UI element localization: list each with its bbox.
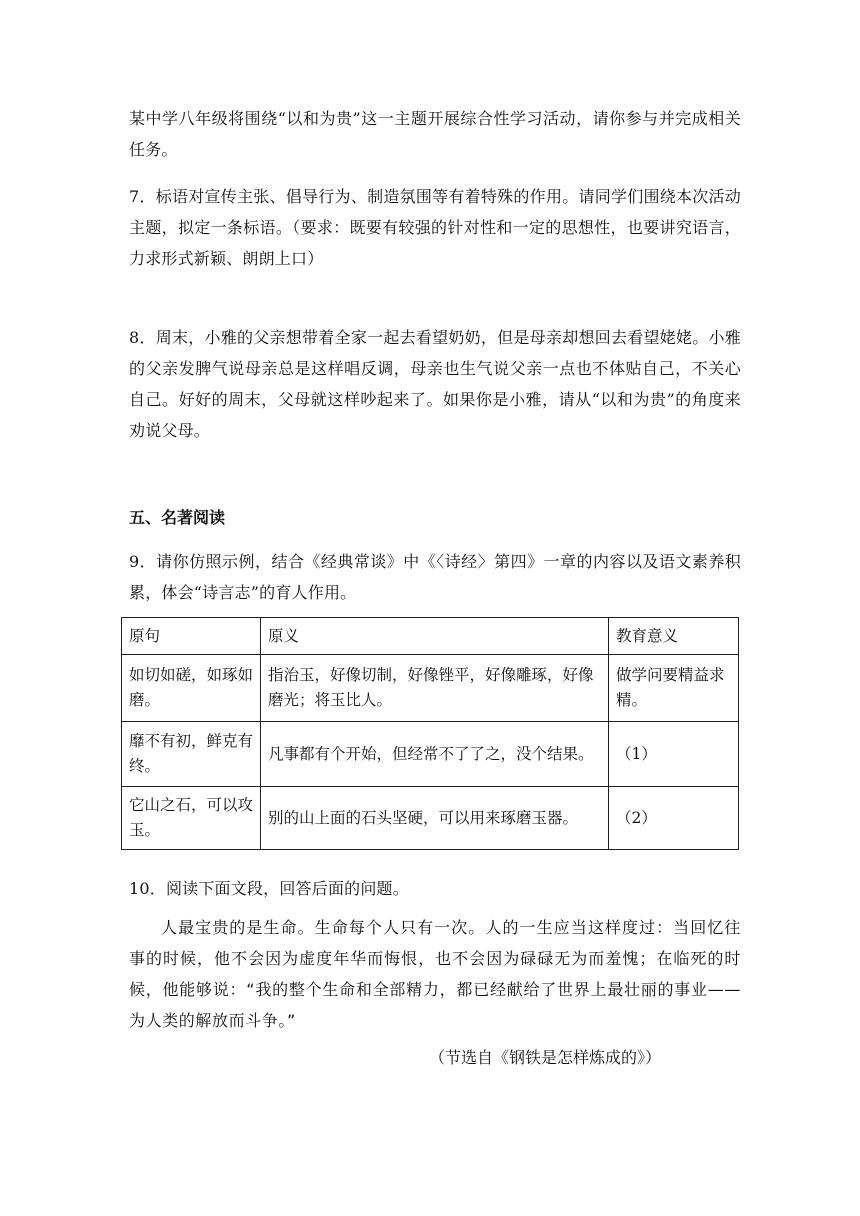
intro-paragraph: 某中学八年级将围绕“以和为贵”这一主题开展综合性学习活动，请你参与并完成相关任务。 [129, 109, 741, 159]
header-cell-meaning: 原义 [261, 618, 609, 655]
table-cell: 做学问要精益求精。 [609, 655, 739, 722]
poetry-table [121, 617, 739, 850]
answer-blank-1: （1） [609, 722, 739, 787]
table-cell: 别的山上面的石头坚硬，可以用来琢磨玉器。 [261, 787, 609, 850]
table-cell: 指治玉，好像切制，好像锉平，好像雕琢，好像磨光；将玉比人。 [261, 655, 609, 722]
table-cell: 它山之石，可以攻玉。 [122, 787, 261, 850]
header-cell-original: 原句 [122, 618, 261, 655]
question-9: 9．请你仿照示例，结合《经典常谈》中《〈诗经〉第四》一章的内容以及语文素养积累，体会“诗言志”的育人作用。 [129, 552, 741, 602]
table-header-row [122, 618, 739, 655]
question-10: 10．阅读下面文段，回答后面的问题。 [129, 879, 409, 898]
question-7: 7．标语对宣传主张、倡导行为、制造氛围等有着特殊的作用。请同学们围绕本次活动主题，拟定一条标语。（要求：既要有较强的针对性和一定的思想性，也要讲究语言，力求形式新颖、朗朗上口） [129, 187, 741, 268]
excerpt-paragraph: 人最宝贵的是生命。生命每个人只有一次。人的一生应当这样度过：当回忆往事的时候，他不会因为虚度年华而悔恨，也不会因为碌碌无为而羞愧；在临死的时候，他能够说：“我的整个生命和全部精力，都已经献给了世界上最壮丽的事业——为人类的解放而斗争。” [129, 918, 741, 1030]
table-row [122, 655, 739, 722]
table-row [122, 722, 739, 787]
section-heading: 五、名著阅读 [129, 508, 226, 527]
excerpt-source: （节选自《钢铁是怎样炼成的》） [428, 1048, 661, 1067]
table-cell: 靡不有初，鲜克有终。 [122, 722, 261, 787]
answer-blank-2: （2） [609, 787, 739, 850]
table-cell: 凡事都有个开始，但经常不了了之，没个结果。 [261, 722, 609, 787]
question-8: 8．周末，小雅的父亲想带着全家一起去看望奶奶，但是母亲却想回去看望姥姥。小雅的父亲发脾气说母亲总是这样唱反调，母亲也生气说父亲一点也不体贴自己，不关心自己。好好的周末，父母就这样吵起来了。如果你是小雅，请从“以和为贵”的角度来劝说父母。 [129, 328, 741, 440]
table-cell: 如切如磋，如琢如磨。 [122, 655, 261, 722]
header-cell-education: 教育意义 [609, 618, 739, 655]
table-row [122, 787, 739, 850]
